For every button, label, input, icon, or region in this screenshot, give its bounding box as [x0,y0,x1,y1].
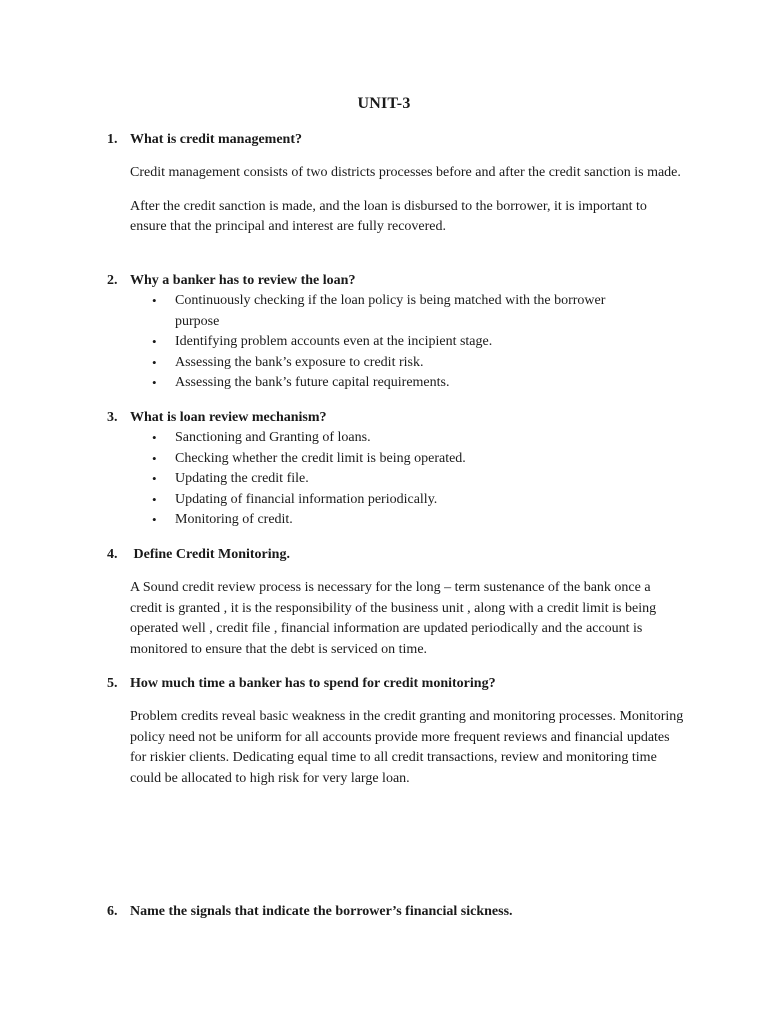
list-item-text: Assessing the bank’s future capital requirements. [175,375,450,390]
question-text: What is credit management? [130,132,302,147]
section-5 [107,674,687,789]
question-heading [107,408,687,428]
question-number: 1. [107,132,118,147]
answer-paragraph: Credit management consists of two districts processes before and after the credit sanction is made. [130,165,681,180]
question-text: Why a banker has to review the loan? [130,273,356,288]
list-item [152,353,645,374]
bullet-icon: • [152,375,157,390]
list-item-text: Continuously checking if the loan policy is being matched with the borrower purpose [175,293,606,329]
section-3 [107,408,687,531]
question-number: 5. [107,676,118,691]
bullet-icon: • [152,334,157,349]
section-6 [107,902,687,922]
question-text: How much time a banker has to spend for credit monitoring? [130,676,496,691]
question-number: 4. [107,547,118,562]
bullet-icon: • [152,354,157,370]
list-item-text: Sanctioning and Granting of loans. [175,430,371,445]
list-item-text: Monitoring of credit. [175,512,293,527]
bullet-icon: • [152,293,157,308]
section-2 [107,271,687,394]
list-item [152,428,645,449]
list-item-text: Checking whether the credit limit is being operated. [175,450,466,466]
question-heading [107,545,687,565]
bullet-list [152,428,687,531]
bullet-list [152,291,687,394]
bullet-icon: • [152,471,157,486]
question-heading [107,130,687,150]
list-item [152,510,645,531]
list-item [152,291,645,332]
list-item [152,449,645,470]
list-item-text: Updating of financial information periodically. [175,491,438,507]
answer-paragraph: A Sound credit review process is necessary for the long – term sustenance of the bank once a credit is granted , it is the responsibility of the business unit , along with a credit limit is being operated well , credit file , financial information are updated periodically and the account is monitored to ensure that the debt is serviced on time. [130,580,657,657]
bullet-icon: • [152,512,157,527]
list-item [152,373,645,394]
list-item [152,490,645,511]
bullet-icon: • [152,450,157,466]
list-item-text: Identifying problem accounts even at the incipient stage. [175,334,493,349]
question-number: 6. [107,904,118,919]
list-item-text: Assessing the bank’s exposure to credit risk. [175,354,424,370]
question-number: 3. [107,410,118,425]
page-title: UNIT-3 [357,95,411,112]
answer-paragraph: After the credit sanction is made, and the loan is disbursed to the borrower, it is important to ensure that the principal and interest are fully recovered. [130,198,647,234]
question-heading [107,674,687,694]
question-text: Define Credit Monitoring. [130,547,290,562]
question-number: 2. [107,273,118,288]
question-text: What is loan review mechanism? [130,410,327,425]
answer-paragraph: Problem credits reveal basic weakness in the credit granting and monitoring processes. Monitoring policy need not be uniform for all accounts provide more frequent reviews and financial updates for riskier clients. Dedicating equal time to all credit transactions, review and monitoring time could be allocated to high risk for very large loan. [130,709,684,786]
bullet-icon: • [152,430,157,445]
question-heading [107,902,687,922]
list-item [152,332,645,353]
bullet-icon: • [152,491,157,507]
list-item-text: Updating the credit file. [175,471,309,486]
list-item [152,469,645,490]
section-4 [107,545,687,660]
question-heading [107,271,687,291]
question-text: Name the signals that indicate the borrower’s financial sickness. [130,904,513,919]
section-1 [107,130,687,238]
